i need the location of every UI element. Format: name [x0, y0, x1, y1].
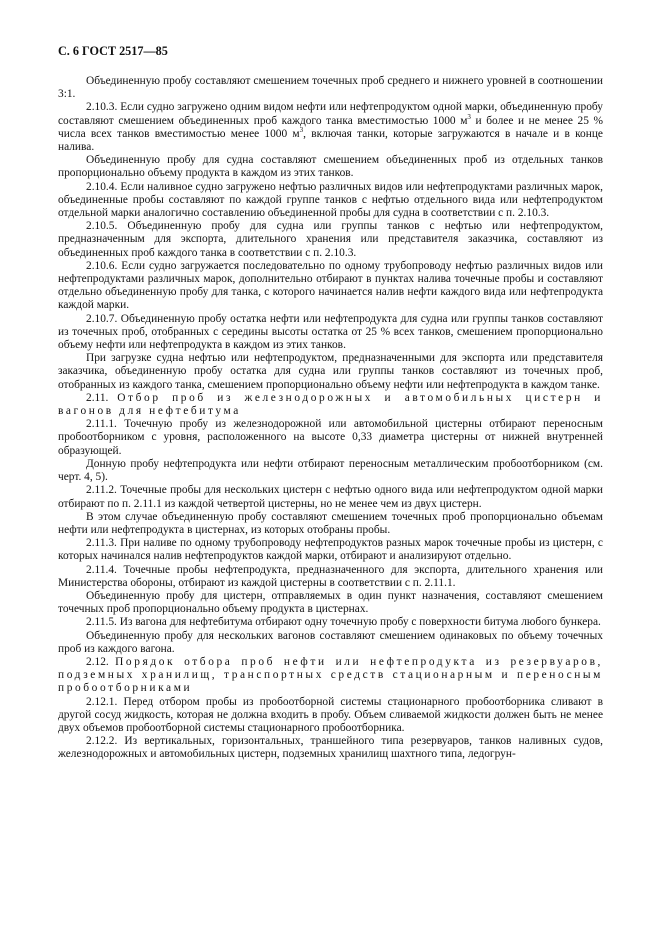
paragraph: Объединенную пробу для цистерн, отправляемых в один пункт назначения, составляют смешением точечных проб пропорционально объему продукта в цистернах.: [58, 589, 603, 616]
paragraph: 2.10.5. Объединенную пробу для судна или группы танков с нефтью или нефтепродуктом, предназначенным для экспорта, длительного хранения или представителя заказчика, составляют из объединенных проб каждого танка в соответствии с п. 2.10.3.: [58, 220, 603, 259]
paragraph: 2.10.3. Если судно загружено одним видом нефти или нефтепродуктом одной марки, объединенную пробу составляют смешением объединенных проб каждого танка вместимостью 1000 $м^3$ и более и не менее 25 % числа всех танков вместимостью менее 1000 $м^3$, включая танки, которые загружаются в начале и в конце налива.: [58, 101, 604, 154]
section-heading: 2.11. Отбор проб из железнодорожных и автомобильных цистерн и вагонов для нефтебитума: [58, 391, 603, 418]
paragraph: 2.11.5. Из вагона для нефтебитума отбирают одну точечную пробу с поверхности битума любого бункера.: [86, 616, 601, 629]
paragraph: 2.12.2. Из вертикальных, горизонтальных, траншейного типа резервуаров, танков наливных судов, железнодорожных и автомобильных цистерн, подземных хранилищ шахтного типа, ледогрун-: [58, 735, 603, 761]
paragraph: 2.11.4. Точечные пробы нефтепродукта, предназначенного для экспорта, длительного хранения или Министерства обороны, отбирают из каждой цистерны в соответствии с п. 2.11.1.: [58, 563, 603, 589]
page-header: С. 6 ГОСТ 2517—85: [58, 44, 168, 58]
paragraph: При загрузке судна нефтью или нефтепродуктом, предназначенными для экспорта или представителя заказчика, объединенную пробу остатка для судна или группы танков составляют из точечных проб, отобранных из каждого танка, смешением пропорционально объему нефти или нефтепродукта в каждом танке.: [58, 352, 603, 391]
paragraph: Донную пробу нефтепродукта или нефти отбирают переносным металлическим пробоотборником (см. черт. 4, 5).: [58, 457, 603, 484]
paragraph: Объединенную пробу для нескольких вагонов составляют смешением одинаковых по объему точечных проб из каждого вагона.: [58, 629, 603, 655]
paragraph: Объединенную пробу для судна составляют смешением объединенных проб из отдельных танков пропорционально объему продукта в каждом из этих танков.: [58, 154, 603, 180]
paragraph: 2.11.1. Точечную пробу из железнодорожной или автомобильной цистерны отбирают переносным пробоотборником с уровня, расположенного на высоте 0,33 диаметра цистерны от нижней внутренней образующей.: [58, 418, 603, 457]
paragraph: 2.10.6. Если судно загружается последовательно по одному трубопроводу нефтью различных видов или нефтепродуктами различных марок, дополнительно отбирают в пунктах налива точечные пробы и составляют отдельно объединенную пробу для танка, с которого начинается налив нефти каждого вида или нефтепродукта каждой марки.: [58, 259, 603, 312]
section-heading: 2.12. Порядок отбора проб нефти или нефтепродукта из резервуаров, подземных хранилищ, транспортных средств стационарным и переносным пробоотборниками: [58, 655, 603, 695]
paragraph: 2.11.2. Точечные пробы для нескольких цистерн с нефтью одного вида или нефтепродуктом одной марки отбирают по п. 2.11.1 из каждой четвертой цистерны, но не менее чем из двух цистерн.: [58, 484, 603, 510]
paragraph: 2.11.3. При наливе по одному трубопроводу нефтепродуктов разных марок точечные пробы из цистерн, с которых начинался налив нефтепродуктов каждой марки, отбирают и анализируют отдельно.: [58, 537, 603, 563]
paragraph: 2.12.1. Перед отбором пробы из пробоотборной системы стационарного пробоотборника сливают в другой сосуд жидкость, которая не должна входить в пробу. Объем сливаемой жидкости должен быть не менее двух объемов пробоотборной системы стационарного пробоотборника.: [58, 695, 603, 734]
paragraph: Объединенную пробу составляют смешением точечных проб среднего и нижнего уровней в соотношении 3:1.: [58, 75, 603, 101]
paragraph: 2.10.4. Если наливное судно загружено нефтью различных видов или нефтепродуктами различных марок, объединенные пробы составляют по каждой группе танков с нефтью отдельного вида или нефтепродуктом отдельной марки аналогично составлению объединенной пробы для судна в соответствии с п. 2.10.3.: [58, 180, 603, 220]
paragraph: В этом случае объединенную пробу составляют смешением точечных проб пропорционально объемам нефти или нефтепродукта в цистернах, из которых отобраны пробы.: [58, 510, 603, 536]
paragraph: 2.10.7. Объединенную пробу остатка нефти или нефтепродукта для судна или группы танков составляют из точечных проб, отобранных с середины высоты остатка от 25 % всех танков, смешением пропорционально объему нефти или нефтепродукта в каждом из этих танков.: [58, 312, 603, 352]
